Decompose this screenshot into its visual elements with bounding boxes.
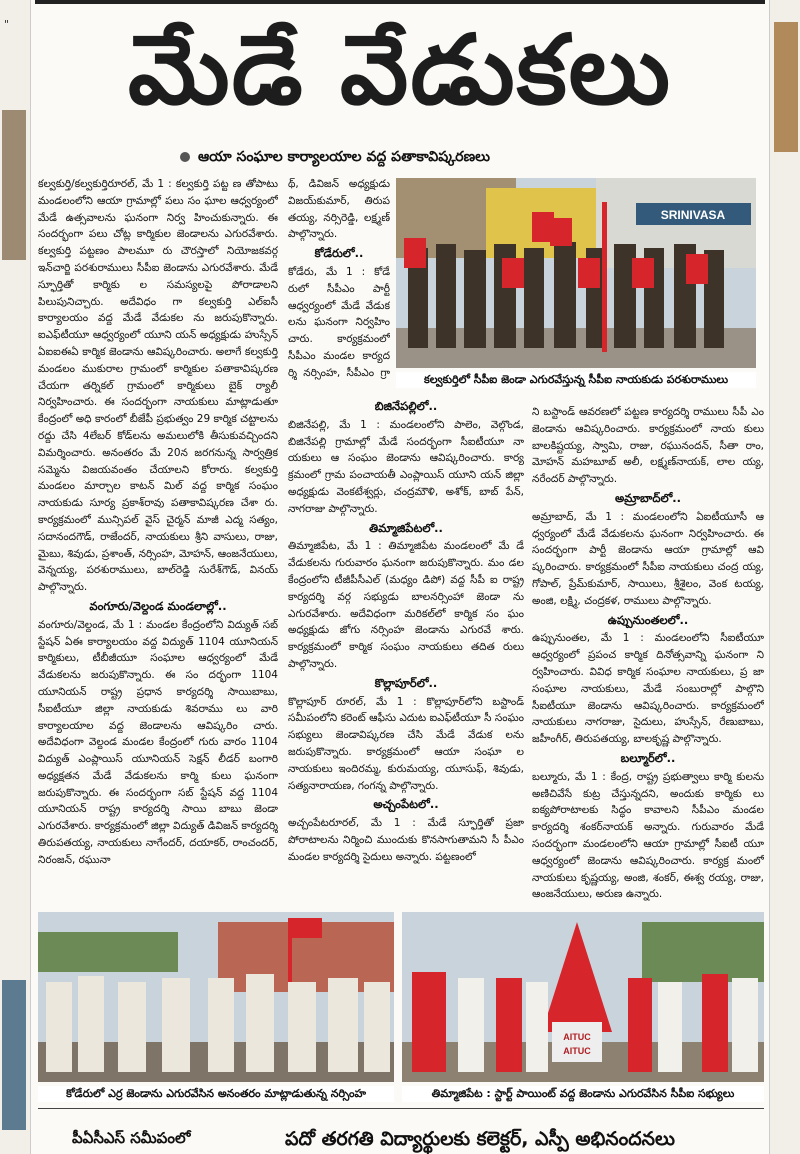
column2-subheading-3: తిమ్మాజిపేటలో..: [369, 520, 443, 535]
article-column-3: [532, 404, 764, 914]
column2-subheading-4: కొల్లాపూర్‌లో..: [374, 675, 438, 690]
column1-para-1: కల్వకుర్తి/కల్వకుర్తిరూరల్, మే 1 : కల్వకుర్తి పట్ట ణ తోపాటు మండలంలోని ఆయా గ్రామాల్లో పలు సం ఘాల ఆధ్వర్యంలో మేడే ఉత్సవాలను ఘనంగా నిర్వ హించుకున్నారు. ఈ సందర్భంగా పలు చోట్ల కార్మికుల జెండాలను ఎగురవేశారు. కల్వకుర్తి పట్టణం పాలమూ రు చౌరస్తాలో నియోజకవర్గ ఇన్‌చార్జి పరశురాములు సీపీఐ జెండాను ఎగురవేశారు. మేడే స్ఫూర్తితో కార్మికు ల సమస్యలపై పోరాడాలని పిలుపునిచ్చారు. అదేవిధం గా కల్వకుర్తి ఎల్‌ఐసీ కార్యాలయం వద్ద మేడే వేడుకల ను జరుపుకొన్నారు. ఐఎఫ్‌టీయూ ఆధ్వర్యంలో యూని యన్ అధ్యక్షుడు హుస్సేన్ ఏఐఐఈఏ కార్మిక జెండాను ఆవిష్కరించారు. అలాగే కల్వకుర్తి మండలం ముకురాల గ్రామంలో కార్మికుల పతాకావిష్కరణ చేయగా తర్నికల్ గ్రామంలో కార్మికులు బైక్ ర్యాలీ నిర్వహించారు. ఈ సందర్భంగా నాయకులు మాట్లాడుతూ కేంద్రంలో అధి కారంలో బీజేపీ ప్రభుత్వం 29 కార్మిక చట్టాలను రద్దు చేసి 4లేబర్ కోడ్‌లను అమలులోకి తీసుకువచ్చిందని విమర్శించారు. అనంతరం మే 20న జరగనున్న సార్వత్రిక సమ్మెను విజయవంతం చేయాలని కోరారు. కల్వకుర్తి మండలం మార్చాల కాటన్ మిల్ వద్ద కార్మిక సంఘం నాయకుడు సూర్య ప్రకాశ్‌రావు పతాకావిష్కరణ చేశా రు. కార్యక్రమంలో మున్సిపల్ వైస్ చైర్మన్ మాజీ ఎద్మ సత్యం, సదానందగౌడ్, రాజేందర్, నాయకులు శ్రీని వాసులు, రాజు, మైబు, శివుడు, ప్రశాంత్, నర్సింహ, మోహన్, ఆంజనేయులు, వెన్నయ్య, పరశురాములు, బాల్‌రెడ్డి సురేశ్‌గౌడ్, వినయ్ పాల్గొన్నారు.: [38, 178, 278, 594]
column2-para-1: థ్, డివిజన్ అధ్యక్షుడు విజయ్‌కుమార్, తిరుప తయ్య, నర్సిరెడ్డి, లక్ష్మణ్ పాల్గొన్నారు.: [288, 178, 390, 241]
bullet-dot-icon: [180, 152, 190, 162]
bottom-right-headline: పదో తరగతి విద్యార్థులకు కలెక్టర్, ఎస్పీ అభినందనలు: [285, 1128, 676, 1150]
column2-subheading-2: బిజినేపల్లిలో..: [374, 399, 438, 413]
shop-sign-text: SRINIVASA: [660, 208, 726, 222]
top-photo-svg: [396, 178, 756, 368]
column2-para-4: తిమ్మాజిపేట, మే 1 : తిమ్మాజిపేట మండలంలో మే డే వేడుకలను గురువారం ఘనంగా జరుపుకొన్నారు. మం డల కేంద్రంలోని టీజీపీసీఎల్ (మధ్యం డిపో) వద్ద సీపీ ఐ రాష్ట్ర కార్యదర్శి వర్గ సభ్యుడు బాలనర్సింహా జెండా ను ఎగురవేశారు. అదేవిధంగా మరికల్‌లో కార్మిక సం ఘం అధ్యక్షుడు జోగు నర్సింహ జెండాను ఎగురవే శారు. కార్యక్రమంలో కార్మిక సంఘం నాయకులు తదిత రులు పాల్గొన్నారు.: [288, 540, 524, 670]
subheadline: [180, 146, 620, 168]
article-column-1: [38, 176, 278, 914]
column1-subheading: వంగూరు/వెల్దండ మండలాల్లో..: [89, 598, 227, 613]
article-column-2: [288, 176, 390, 380]
headline: మేడే వేడుకలు: [128, 14, 672, 126]
column2-subheading-1: కోడేరులో..: [314, 246, 364, 261]
column3-para-2: అమ్రాబాద్, మే 1 : మండలంలోని ఏఐటీయూసీ ఆ ధ్వర్యంలో మేడే వేడుకలను ఘనంగా నిర్వహించారు. ఈ సందర్భంగా పార్టీ జెండాను ఆయా గ్రామాల్లో ఆవి ష్కరించారు. కార్యక్రమంలో సీపీఐ నాయకులు చంద్ర య్య, గోపాల్, ప్రేమ్‌కుమార్, సాయిలు, శ్రీశైలం, వెంక టయ్య, అంజి, లక్ష్మి, చంద్రకళ, రాములు పాల్గొన్నారు.: [532, 510, 764, 607]
article-column-2-lower: [288, 396, 524, 914]
bottom-left-photo-caption: కోడేరులో ఎర్ర జెండాను ఎగురవేసిన అనంతరం మాట్లాడుతున్న నర్సింహ: [38, 1086, 394, 1102]
column2-para-6: అచ్చంపేటరూరల్, మే 1 : మేడే స్ఫూర్తితో ప్రజా పోరాటాలను నిర్మించి ముందుకు కొనసాగుతామని సీ పీఎం మండల కార్యదర్శి సైదులు అన్నారు. పట్టణంలో: [288, 817, 524, 863]
column1-para-2: వంగూరు/వెల్దండ, మే 1 : మండల కేంద్రంలోని విద్యుత్ సబ్ స్టేషన్ ఏఈ కార్యాలయం వద్ద విద్యుత్ 1104 యూనియన్ కార్మికులు, టీబీజీయూ సంఘాల ఆధ్వర్యంలో మేడే వేడుకలను జరుపుకొన్నారు. ఈ సం దర్భంగా 1104 యూనియన్ రాష్ట్ర ప్రధాన కార్యదర్శి సాయిబాబు, సీఐటీయూ జిల్లా నాయకుడు శివరాము లు వారి కార్యాలయాల వద్ద జెండాలను ఆవిష్కరిం చారు. అదేవిధంగా వెల్దండ మండల కేంద్రంలో గురు వారం 1104 విద్యుత్ ఎంప్లాయిస్ యూనియన్ సెక్షన్ లీడర్ బంగారి అధ్యక్షతన మేడే వేడుకలను కార్మి కులు ఘనంగా జరుపుకొన్నారు. ఈ సందర్భంగా సబ్ స్టేషన్ వద్ద 1104 యూనియన్ రాష్ట్ర కార్యదర్శి సాయి బాబు జెండా ఎగురవేశారు. కార్యక్రమంలో జిల్లా విద్యుత్ డివిజన్ కార్యదర్శి తిరుపతయ్య, నాయకులు నాగేందర్, దయాకర్, రాంచందర్, నిరంజన్, రఘునా: [38, 618, 278, 866]
column3-para-3: ఉప్పునుంతల, మే 1 : మండలంలోని సీఐటీయూ ఆధ్వర్యంలో ప్రపంచ కార్మిక దినోత్సవాన్ని ఘనంగా ని ర్వహించారు. వివిధ కార్మిక సంఘాల నాయకులు, ప్ర జా సంఘాల నాయకులు, మేడే సంబురాల్లో పాల్గొని సీఐటీయూ జెండాను ఆవిష్కరించారు. కార్యక్రమంలో నాయకులు నాగరాజు, సైదులు, హుస్సేన్, రేణుబాబు, జహీంగీర్, తిరుపతయ్య, బాలకృష్ణ పాల్గొన్నారు.: [532, 632, 764, 746]
column3-para-1: ని బస్టాండ్ ఆవరణలో పట్టణ కార్యదర్శి రాములు సీపీ ఎం జెండాను ఆవిష్కరించారు. కార్యక్రమంలో నాయ కులు బాలకిష్టయ్య, స్వామి, రాజు, రఘునందన్, సీతా రాం, మోహన్ మహబూబ్ అలీ, లక్ష్మణ్‌నాయక్, లాల య్య, నరేందర్ పాల్గొన్నారు.: [532, 406, 764, 486]
column2-para-2: కోడేరు, మే 1 : కోడే రులో సీపీఎం పార్టీ ఆధ్వర్యంలో మేడే వేడుక లను ఘనంగా నిర్వహిం చారు. కార్యక్రమంలో సీపీఎం మండల కార్యద ర్శి నర్సింహ, సీపీఎం గ్రా: [288, 265, 390, 379]
stone-text-2: AITUC: [563, 1046, 591, 1056]
top-photo: [396, 178, 756, 368]
subheadline-text: ఆయా సంఘాల కార్యాలయాల వద్ద పతాకావిష్కరణలు: [198, 149, 490, 165]
top-rule: [35, 0, 765, 4]
bottom-right-photo-caption: తిమ్మాజిపేట : స్టార్ట్ పాయింట్ వద్ద జెండాను ఎగురవేసిన సీపీఐ సభ్యులు: [402, 1086, 764, 1102]
bottom-left-headline: పీఏసీఎస్ సమీపంలో: [72, 1129, 191, 1147]
bottom-right-photo: [402, 912, 764, 1082]
bottom-right-photo-svg: [402, 912, 764, 1082]
column3-subheading-2: ఉప్పునుంతలలో..: [607, 612, 689, 627]
right-page-edge: [769, 0, 800, 1154]
top-photo-caption: కల్వకుర్తిలో సీపీఐ జెండా ఎగురవేస్తున్న సీపీఐ నాయకుడు పరశురాములు: [396, 372, 756, 388]
column3-subheading-3: బల్మూర్‌లో..: [620, 750, 676, 765]
left-page-edge: ": [0, 0, 31, 1154]
stone-text-1: AITUC: [563, 1032, 591, 1042]
column2-para-3: బిజినేపల్లి, మే 1 : మండలంలోని పాలెం, వెల్గొండ, బిజినేపల్లి గ్రామాల్లో మేడే సందర్భంగా సీఐటీయూ నా యకులు ఆ సంఘం జెండాను ఆవిష్కరించారు. కార్య క్రమంలో గ్రామ పంచాయతీ ఎంప్లాయిస్ యూని యన్ జిల్లా అధ్యక్షుడు వెంకటేశ్వర్లు, చంద్రమౌళి, అశోక్, బాబ్ పేన్, నాగరాజు పాల్గొన్నారు.: [288, 418, 524, 515]
column3-para-4: బల్మూరు, మే 1 : కేంద్ర, రాష్ట్ర ప్రభుత్వాలు కార్మి కులను అణిచివేసే కుట్ర చేస్తున్నదని, అందుకు కార్మికు లు ఐక్యపోరాటాలకు సిద్ధం కావాలని సీపీఎం మండల కార్యదర్శి శంకర్‌నాయక్ అన్నారు. గురువారం మేడే సందర్భంగా మండలంలోని ఆయా గ్రామాల్లో సీఐటీ యూ ఆధ్వర్యంలో జెండాను ఆవిష్కరించారు. కార్యక్ర మంలో నాయకులు కృష్ణయ్య, అంజి, శంకర్, ఈశ్వ రయ్య, రాజు, ఆంజనేయులు, అరుణ ఉన్నారు.: [532, 770, 764, 901]
bottom-left-photo-svg: [38, 912, 394, 1082]
column3-subheading-1: అమ్రాబాద్‌లో..: [614, 490, 682, 505]
column2-para-5: కొల్లాపూర్ రూరల్, మే 1 : కొల్లాపూర్‌లోని బస్టాండ్ సమీపంలోని కరెంట్ ఆఫీసు ఎదుట ఐఎఫ్‌టీయూ సీ సంఘం సభ్యులు జెండావిష్కరణ చేసి మేడే వేడుక లను జరుపుకొన్నారు. కార్యక్రమంలో ఆయా సంఘా ల నాయకులు ఇందిరమ్మ, కురుమయ్య, యూసుఫ్, శివుడు, సత్యనారాయణ, గంగన్న పాల్గొన్నారు.: [288, 695, 524, 792]
bottom-rule: [38, 1108, 764, 1109]
bottom-left-photo: [38, 912, 394, 1082]
column2-subheading-5: అచ్చంపేటలో..: [373, 797, 439, 812]
